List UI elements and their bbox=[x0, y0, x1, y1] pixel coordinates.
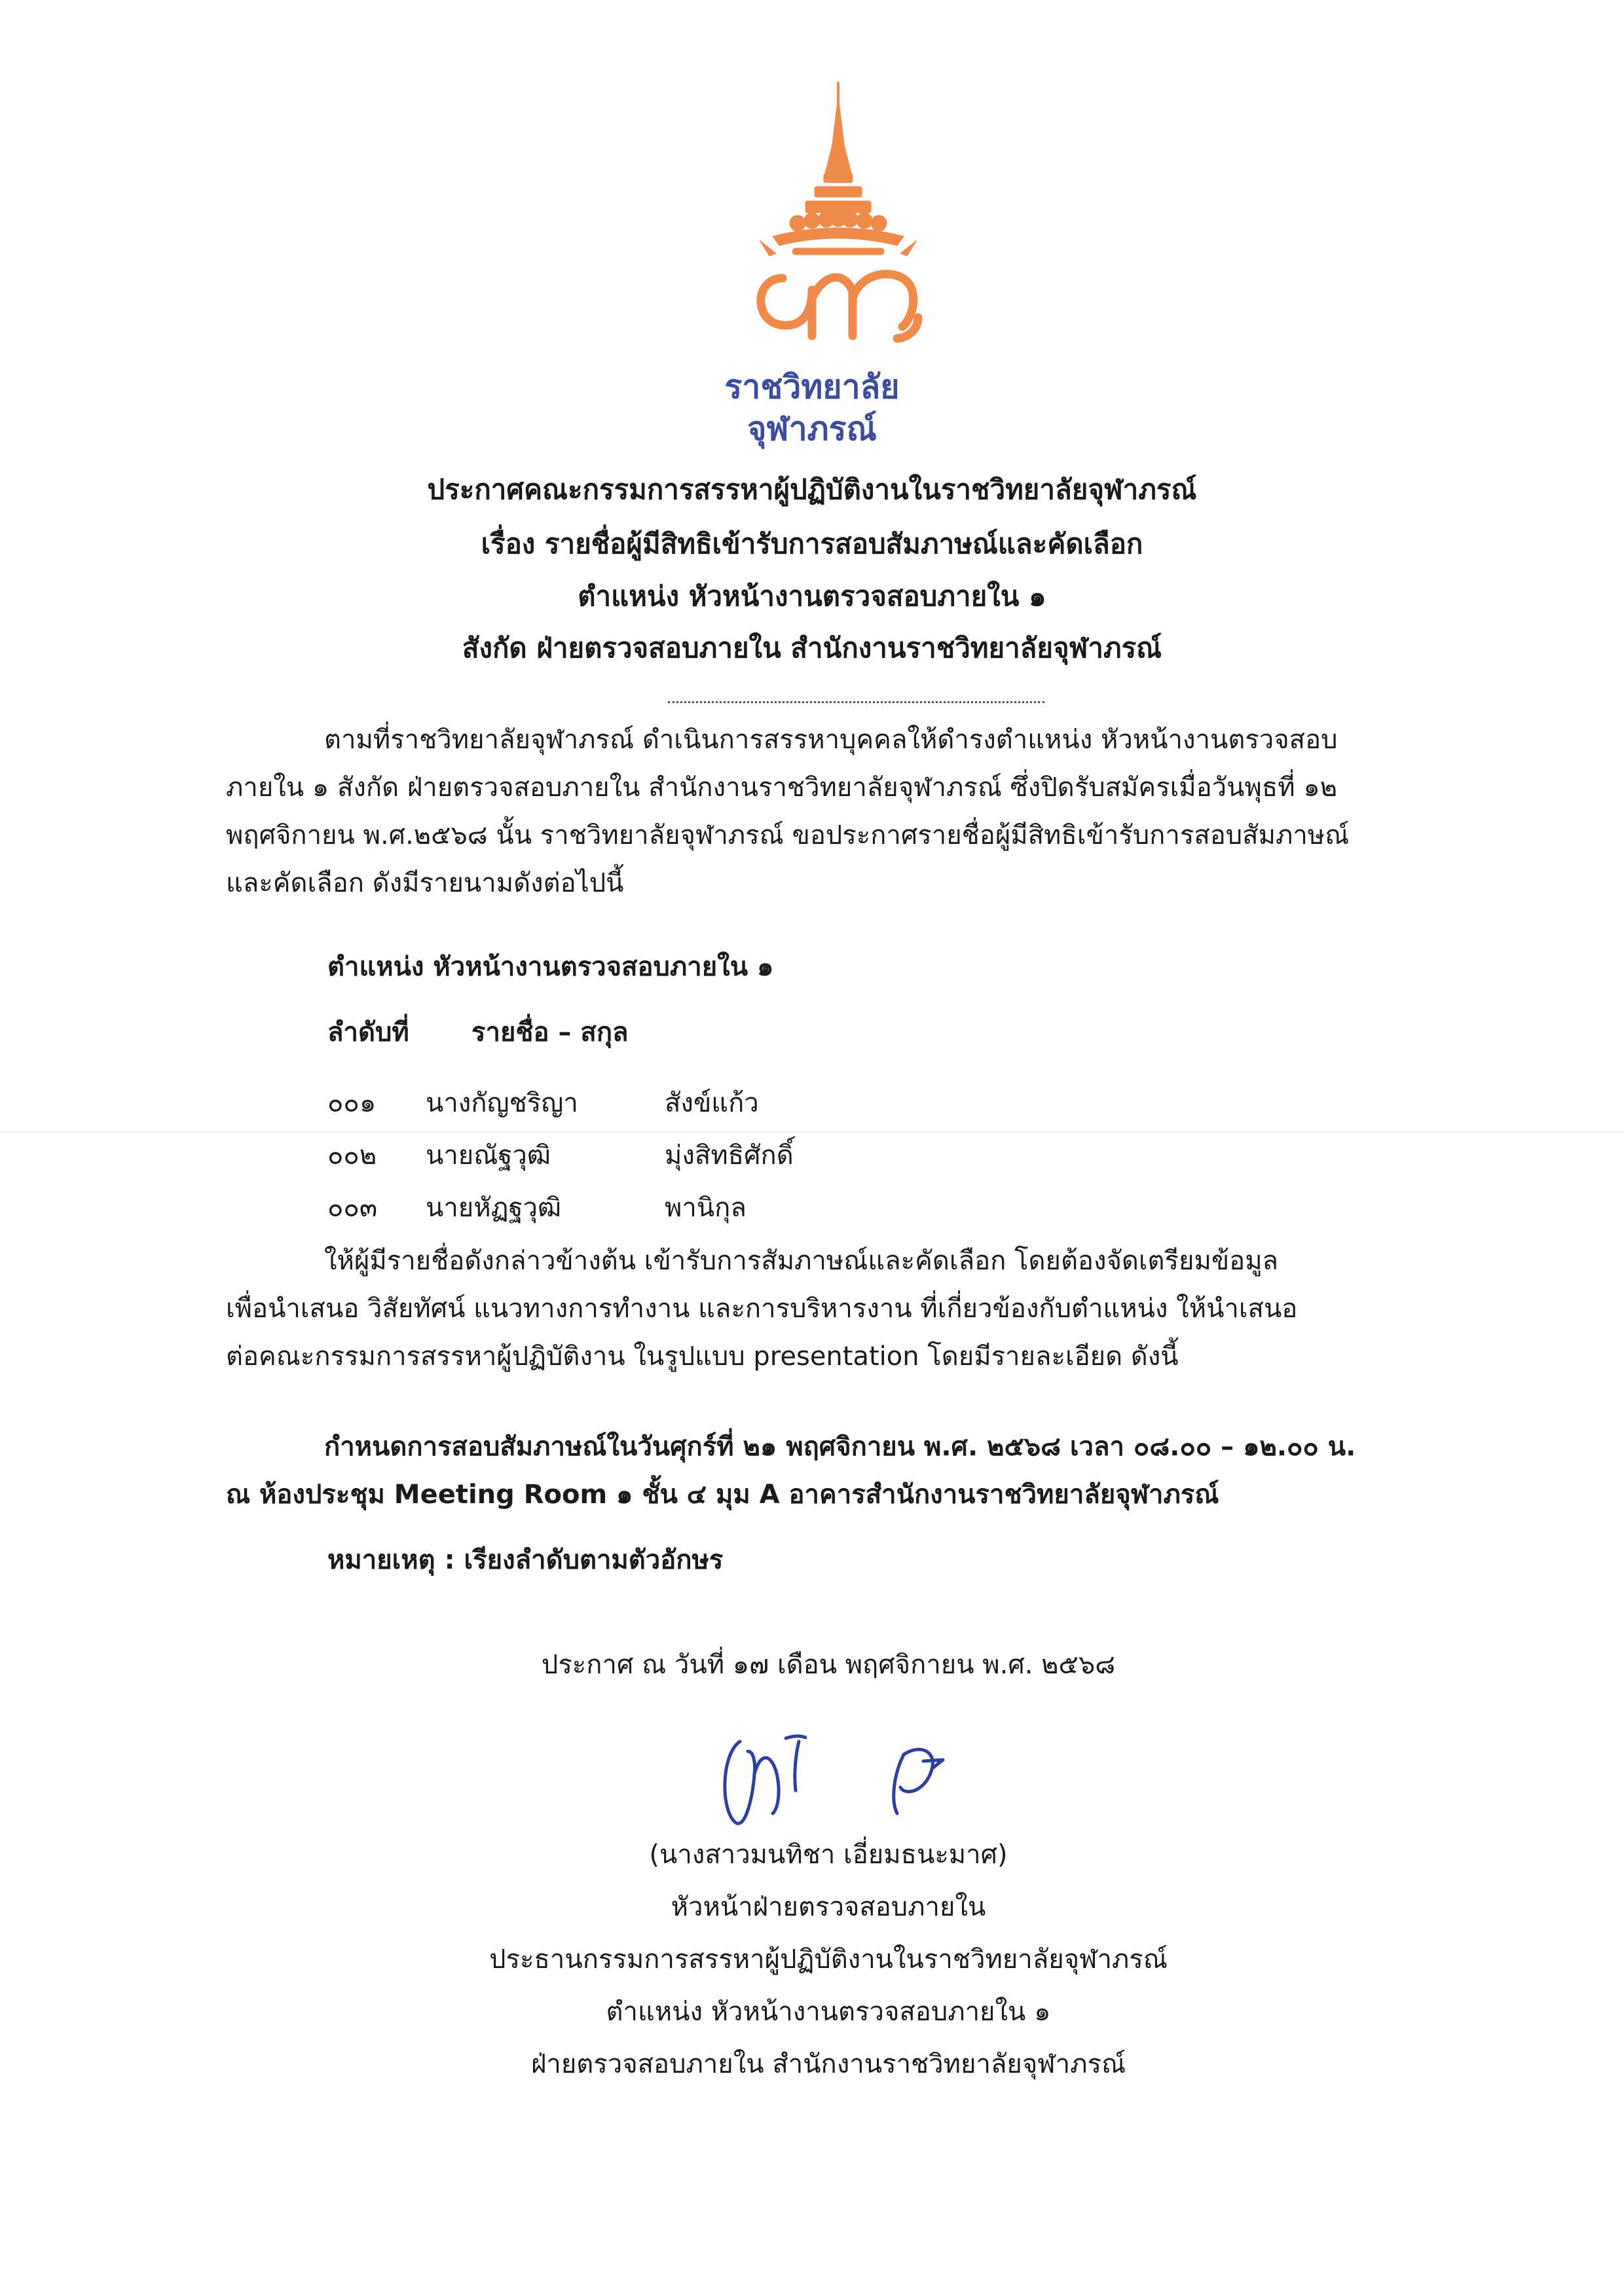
instructions-line: เพื่อนำเสนอ วิสัยทัศน์ แนวทางการทำงาน และการบริหารงาน ที่เกี่ยวข้องกับตำแหน่ง ให้นำเสนอ bbox=[226, 1294, 1298, 1324]
signatory-name: (นางสาวมนทิชา เอี่ยมธนะมาศ) bbox=[649, 1840, 1008, 1870]
announcement-position: ตำแหน่ง หัวหน้างานตรวจสอบภายใน ๑ bbox=[578, 580, 1046, 612]
candidate-number: ๐๐๓ bbox=[327, 1193, 378, 1223]
position-label: ตำแหน่ง หัวหน้างานตรวจสอบภายใน ๑ bbox=[327, 952, 774, 982]
candidate-last-name: สังข์แก้ว bbox=[665, 1088, 759, 1118]
intro-line: พฤศจิกายน พ.ศ.๒๕๖๘ นั้น ราชวิทยาลัยจุฬาภรณ์ ขอประกาศรายชื่อผู้มีสิทธิเข้ารับการสอบสัมภาษณ์ bbox=[226, 820, 1350, 850]
signatory-title: ฝ่ายตรวจสอบภายใน สำนักงานราชวิทยาลัยจุฬาภรณ์ bbox=[530, 2049, 1126, 2079]
schedule-line: กำหนดการสอบสัมภาษณ์ในวันศุกร์ที่ ๒๑ พฤศจิกายน พ.ศ. ๒๕๖๘ เวลา ๐๘.๐๐ – ๑๒.๐๐ น. bbox=[324, 1432, 1356, 1462]
signatory-title: ประธานกรรมการสรรหาผู้ปฏิบัติงานในราชวิทยาลัยจุฬาภรณ์ bbox=[489, 1944, 1168, 1975]
intro-line: ภายใน ๑ สังกัด ฝ่ายตรวจสอบภายใน สำนักงานราชวิทยาลัยจุฬาภรณ์ ซึ่งปิดรับสมัครเมื่อวันพุธที่ ๑๒ bbox=[226, 773, 1338, 803]
candidate-first-name: นางกัญชริญา bbox=[426, 1088, 578, 1118]
interview-schedule bbox=[226, 1423, 1490, 1519]
table-row bbox=[0, 1087, 1624, 1120]
candidate-list-header bbox=[0, 1016, 1624, 1049]
candidate-number: ๐๐๒ bbox=[327, 1140, 377, 1171]
announcement-department: สังกัด ฝ่ายตรวจสอบภายใน สำนักงานราชวิทยาลัยจุฬาภรณ์ bbox=[462, 632, 1162, 664]
schedule-line: ณ ห้องประชุม Meeting Room ๑ ชั้น ๔ มุม A อาคารสำนักงานราชวิทยาลัยจุฬาภรณ์ bbox=[226, 1480, 1219, 1510]
org-name-line2: จุฬาภรณ์ bbox=[747, 410, 877, 448]
instructions-paragraph bbox=[226, 1237, 1490, 1381]
org-name-line1: ราชวิทยาลัย bbox=[724, 368, 900, 406]
candidate-last-name: พานิกุล bbox=[665, 1193, 747, 1223]
signatory-title: ตำแหน่ง หัวหน้างานตรวจสอบภายใน ๑ bbox=[606, 1997, 1051, 2027]
signatory-title: หัวหน้าฝ่ายตรวจสอบภายใน bbox=[671, 1892, 986, 1922]
instructions-line: ให้ผู้มีรายชื่อดังกล่าวข้างต้น เข้ารับการสัมภาษณ์และคัดเลือก โดยต้องจัดเตรียมข้อมูล bbox=[324, 1246, 1279, 1276]
candidate-first-name: นายหัฏฐวุฒิ bbox=[426, 1193, 562, 1223]
intro-line: ตามที่ราชวิทยาลัยจุฬาภรณ์ ดำเนินการสรรหาบุคคลให้ดำรงตำแหน่ง หัวหน้างานตรวจสอบ bbox=[324, 725, 1338, 755]
college-crest-icon bbox=[747, 82, 930, 344]
candidate-first-name: นายณัฐวุฒิ bbox=[426, 1140, 551, 1171]
scan-artifact-line bbox=[0, 1131, 1624, 1133]
table-row bbox=[0, 1192, 1624, 1224]
intro-paragraph bbox=[226, 716, 1490, 907]
dotted-divider bbox=[668, 701, 1044, 703]
candidate-last-name: มุ่งสิทธิศักดิ์ bbox=[665, 1140, 794, 1171]
announcement-date: ประกาศ ณ วันที่ ๑๗ เดือน พฤศจิกายน พ.ศ. ๒๕๖๘ bbox=[541, 1650, 1116, 1680]
intro-line: และคัดเลือก ดังมีรายนามดังต่อไปนี้ bbox=[226, 868, 624, 898]
candidate-number: ๐๐๑ bbox=[327, 1088, 377, 1118]
order-column-header: ลำดับที่ bbox=[327, 1017, 409, 1048]
instructions-line: ต่อคณะกรรมการสรรหาผู้ปฏิบัติงาน ในรูปแบบ presentation โดยมีรายละเอียด ดังนี้ bbox=[226, 1341, 1179, 1372]
table-row bbox=[0, 1139, 1624, 1172]
remark-note: หมายเหตุ : เรียงลำดับตามตัวอักษร bbox=[327, 1545, 724, 1575]
name-column-header: รายชื่อ – สกุล bbox=[471, 1017, 629, 1048]
announcement-title: ประกาศคณะกรรมการสรรหาผู้ปฏิบัติงานในราชวิทยาลัยจุฬาภรณ์ bbox=[427, 473, 1197, 505]
announcement-subject: เรื่อง รายชื่อผู้มีสิทธิเข้ารับการสอบสัมภาษณ์และคัดเลือก bbox=[481, 528, 1143, 560]
handwritten-signature bbox=[707, 1715, 1035, 1833]
